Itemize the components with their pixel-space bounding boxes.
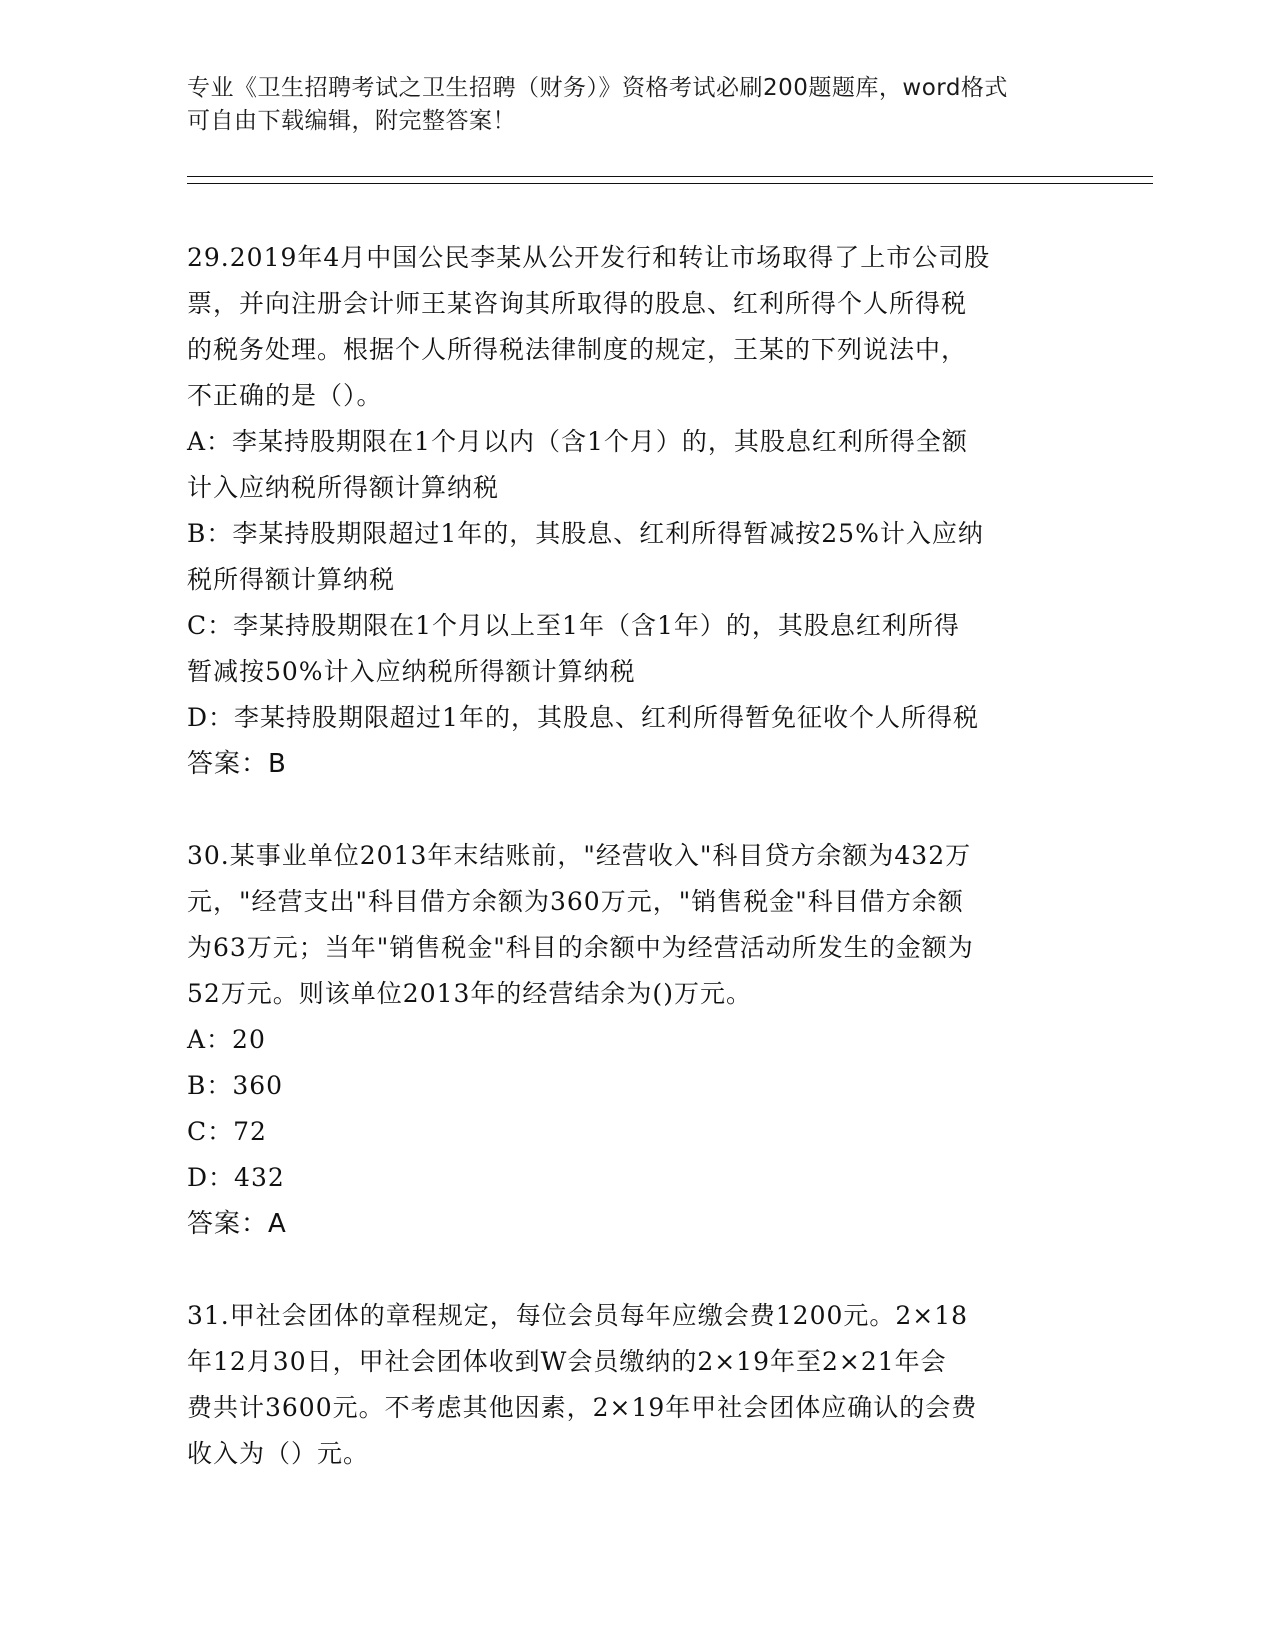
option-a-line: 计入应纳税所得额计算纳税: [187, 473, 500, 502]
question-stem-line: 30.某事业单位2013年末结账前，"经营收入"科目贷方余额为432万: [187, 841, 972, 870]
option-d-line: D：432: [187, 1163, 285, 1192]
question-spacer: [187, 1247, 1087, 1293]
option-b-line: B：360: [187, 1071, 284, 1100]
header-divider-bottom: [187, 183, 1153, 184]
question-stem-line: 元，"经营支出"科目借方余额为360万元，"销售税金"科目借方余额: [187, 887, 964, 916]
answer-label: 答案：A: [187, 1209, 287, 1239]
question-29: [187, 235, 1087, 787]
option-d-line: D：李某持股期限超过1年的，其股息、红利所得暂免征收个人所得税: [187, 703, 979, 732]
answer-label: 答案：B: [187, 749, 287, 779]
question-stem-line: 29.2019年4月中国公民李某从公开发行和转让市场取得了上市公司股: [187, 243, 991, 272]
question-stem-line: 费共计3600元。不考虑其他因素，2×19年甲社会团体应确认的会费: [187, 1393, 978, 1422]
option-a-line: A：李某持股期限在1个月以内（含1个月）的，其股息红利所得全额: [187, 427, 968, 456]
question-stem-line: 票，并向注册会计师王某咨询其所取得的股息、红利所得个人所得税: [187, 289, 968, 318]
document-header: [187, 72, 1087, 138]
option-a-line: A：20: [187, 1025, 266, 1054]
question-stem-line: 为63万元；当年"销售税金"科目的余额中为经营活动所发生的金额为: [187, 933, 974, 962]
question-30: [187, 833, 1087, 1247]
question-stem-line: 31.甲社会团体的章程规定，每位会员每年应缴会费1200元。2×18: [187, 1301, 969, 1330]
option-b-line: B：李某持股期限超过1年的，其股息、红利所得暂减按25%计入应纳: [187, 519, 984, 548]
question-list: [187, 235, 1087, 1477]
question-31: [187, 1293, 1087, 1477]
header-divider-top: [187, 176, 1153, 177]
option-c-line: 暂减按50%计入应纳税所得额计算纳税: [187, 657, 636, 686]
option-c-line: C：李某持股期限在1个月以上至1年（含1年）的，其股息红利所得: [187, 611, 960, 640]
option-c-line: C：72: [187, 1117, 267, 1146]
header-line-1: 专业《卫生招聘考试之卫生招聘（财务）》资格考试必刷200题题库，word格式: [187, 75, 1008, 101]
question-spacer: [187, 787, 1087, 833]
question-stem-line: 的税务处理。根据个人所得税法律制度的规定，王某的下列说法中，: [187, 335, 968, 364]
question-stem-line: 收入为（）元。: [187, 1439, 370, 1468]
header-line-2: 可自由下载编辑，附完整答案！: [187, 108, 516, 134]
option-b-line: 税所得额计算纳税: [187, 565, 396, 594]
question-stem-line: 52万元。则该单位2013年的经营结余为()万元。: [187, 979, 752, 1008]
question-stem-line: 年12月30日，甲社会团体收到W会员缴纳的2×19年至2×21年会: [187, 1347, 947, 1376]
question-stem-line: 不正确的是（）。: [187, 381, 383, 410]
